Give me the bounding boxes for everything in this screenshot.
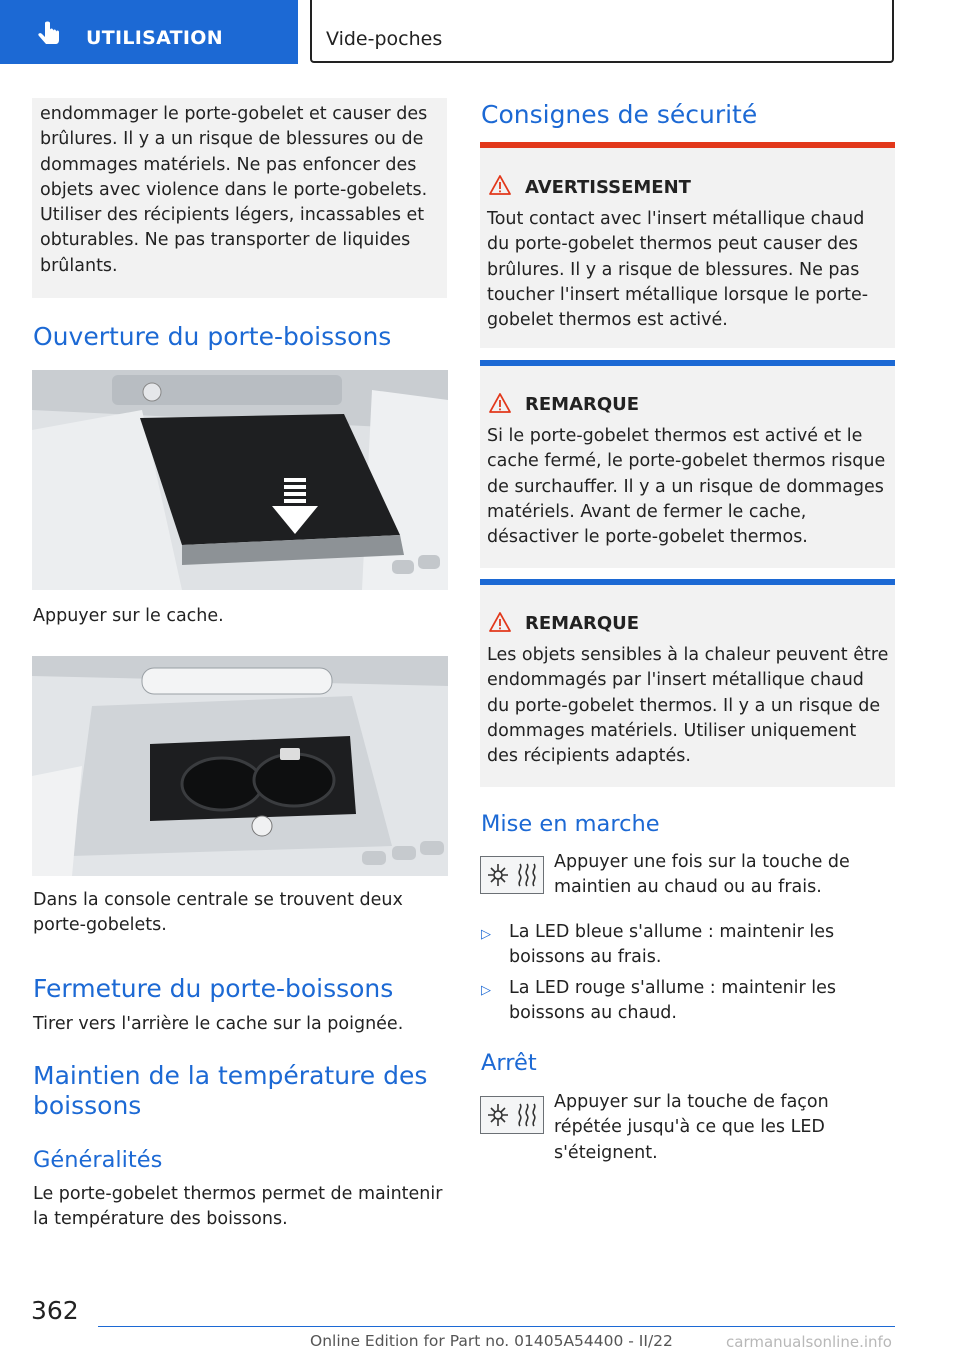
notice1-box [480,360,895,568]
chapter-title: Vide-poches [326,28,443,50]
intro-text: endommager le porte-gobelet et causer des brûlures. Il y a un risque de blessures ou de dommages matériels. Ne pas enfoncer des objets avec violence dans le porte-gobelets. Utiliser des récipients légers, incassables et obturables. Ne pas transporter de liquides brûlants. [40,104,428,276]
caption-press: Appuyer sur le cache. [33,606,224,626]
closing-text: Tirer vers l'arrière le cache sur la poignée. [33,1014,404,1034]
warning-text: Tout contact avec l'insert métallique chaud du porte-gobelet thermos peut causer des brûlures. Il y a risque de blessures. Ne pas toucher l'insert métallique lorsque le porte-gobelet thermos est activé. [487,209,869,331]
warning-box [480,142,895,348]
temperature-heading: Maintien de la température des boissons [33,1061,428,1120]
console-illustration [32,656,448,876]
opening-heading: Ouverture du porte-boissons [33,322,392,351]
general-heading: Généralités [33,1147,163,1173]
intro-warning-continuation [32,98,447,298]
notice2-text: Les objets sensibles à la chaleur peuvent être endommagés par l'insert métallique chaud du porte-gobelet thermos. Il y a un risque de dommages matériels. Utiliser uniquement des récipients adaptés. [487,645,889,767]
bullet-red-led: La LED rouge s'allume : maintenir les boissons au chaud. [509,978,837,1024]
closing-heading: Fermeture du porte-boissons [33,974,394,1003]
notice1-text: Si le porte-gobelet thermos est activé et le cache fermé, le porte-gobelet thermos risque de surchauffer. Il y a un risque de dommages matériels. Avant de fermer le cache, désactiver le porte-gobelet thermos. [487,426,886,548]
section-title: UTILISATION [86,27,223,49]
heat-cool-button-icon [480,1096,544,1134]
off-heading: Arrêt [481,1050,537,1076]
notice2-title: REMARQUE [525,613,640,634]
footer-rule [98,1326,895,1327]
caption-console: Dans la console centrale se trouvent deux porte-gobelets. [33,890,403,936]
edition-text: Online Edition for Part no. 01405A54400 - II/22 [310,1332,673,1350]
heat-cool-button-icon [480,856,544,894]
cupholders-image [32,656,448,876]
safety-heading: Consignes de sécurité [481,100,758,129]
notice-triangle-icon [488,611,512,633]
bullet-triangle-icon: ▷ [481,983,491,998]
hand-pointer-icon [34,20,64,50]
off-text: Appuyer sur la touche de façon répétée jusqu'à ce que les LED s'éteignent. [554,1092,829,1163]
notice2-box [480,579,895,787]
section-tab [0,0,298,64]
on-heading: Mise en marche [481,811,660,837]
page-number: 362 [31,1296,79,1325]
general-text: Le porte-gobelet thermos permet de maintenir la température des boissons. [33,1184,443,1230]
on-text: Appuyer une fois sur la touche de maintien au chaud ou au frais. [554,852,850,898]
bullet-blue-led: La LED bleue s'allume : maintenir les boissons au frais. [509,922,835,968]
cover-press-image [32,370,448,590]
notice-triangle-icon [488,392,512,414]
bullet-triangle-icon: ▷ [481,927,491,942]
warning-triangle-icon [488,174,512,196]
chapter-box [310,0,894,63]
notice1-title: REMARQUE [525,394,640,415]
cover-illustration [32,370,448,590]
watermark-text: carmanualsonline.info [726,1333,892,1351]
warning-title: AVERTISSEMENT [525,177,691,198]
